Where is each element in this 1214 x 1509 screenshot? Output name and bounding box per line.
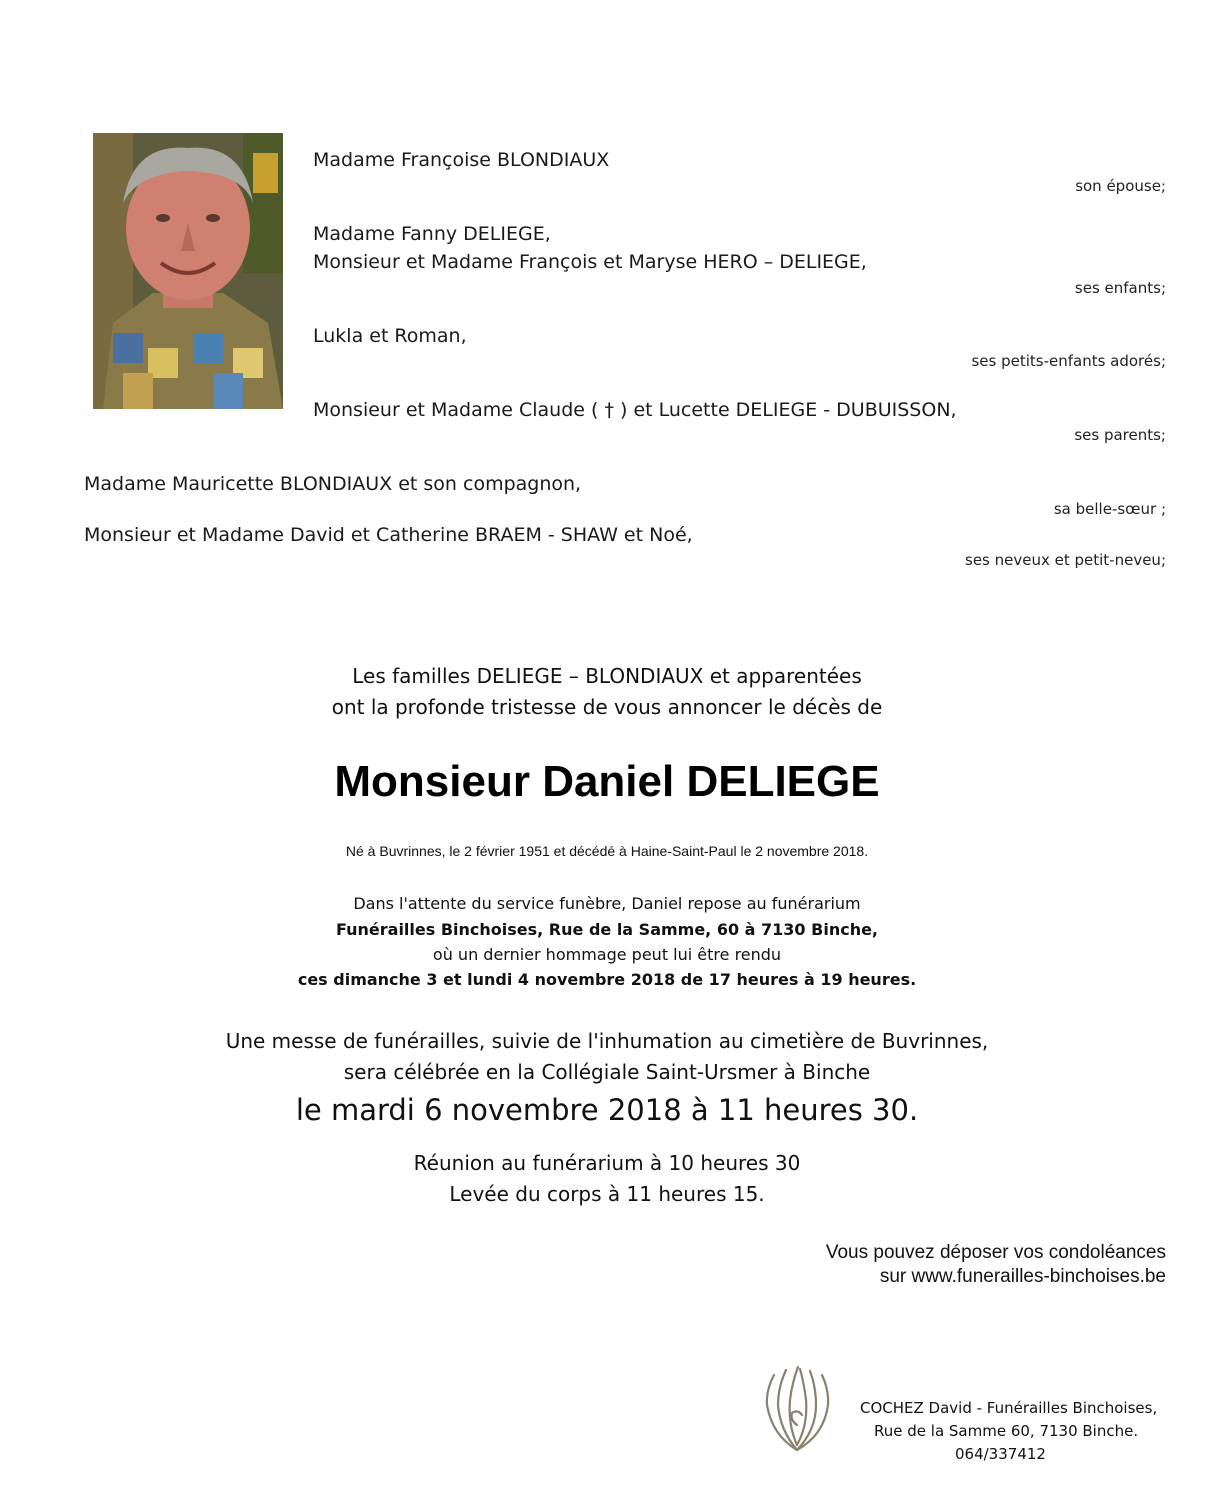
condolences-website[interactable]: sur www.funerailles-binchoises.be <box>879 1266 1166 1287</box>
family-name-2: Madame Fanny DELIEGE, <box>313 223 551 245</box>
family-name-6: Madame Mauricette BLONDIAUX et son compagnon, <box>84 473 582 495</box>
departure-time: Levée du corps à 11 heures 15. <box>449 1182 765 1206</box>
funerarium-line-3: où un dernier hommage peut lui être rendu <box>432 945 782 964</box>
funerarium-line-1: Dans l'attente du service funèbre, Daniel repose au funérarium <box>353 894 861 913</box>
deceased-photo <box>93 133 283 409</box>
family-name-5: Monsieur et Madame Claude ( † ) et Lucette DELIEGE - DUBUISSON, <box>313 399 957 421</box>
phoenix-logo-icon <box>752 1365 842 1455</box>
family-name-3: Monsieur et Madame François et Maryse HERO – DELIEGE, <box>313 251 867 273</box>
footer-line-1: COCHEZ David - Funérailles Binchoises, <box>860 1399 1158 1417</box>
family-name-7: Monsieur et Madame David et Catherine BRAEM - SHAW et Noé, <box>84 524 693 546</box>
mass-line-2: sera célébrée en la Collégiale Saint-Ursmer à Binche <box>343 1060 871 1084</box>
meeting-time: Réunion au funérarium à 10 heures 30 <box>413 1151 801 1175</box>
relation-spouse: son épouse; <box>1075 177 1166 195</box>
footer-phone: 064/337412 <box>955 1445 1046 1463</box>
relation-children: ses enfants; <box>1074 279 1166 297</box>
relation-parents: ses parents; <box>1074 426 1166 444</box>
funerarium-dates: ces dimanche 3 et lundi 4 novembre 2018 de 17 heures à 19 heures. <box>297 970 917 989</box>
funerarium-address: Funérailles Binchoises, Rue de la Samme, 60 à 7130 Binche, <box>335 920 879 939</box>
family-name-4: Lukla et Roman, <box>313 325 467 347</box>
announcement-line-2: ont la profonde tristesse de vous annoncer le décès de <box>331 695 883 719</box>
relation-sister-in-law: sa belle-sœur ; <box>1053 500 1166 518</box>
portrait-image <box>93 133 283 409</box>
announcement-line-1: Les familles DELIEGE – BLONDIAUX et apparentées <box>352 664 862 688</box>
condolences-line-1: Vous pouvez déposer vos condoléances <box>825 1242 1166 1263</box>
relation-nephews: ses neveux et petit-neveu; <box>965 551 1166 569</box>
mass-line-1: Une messe de funérailles, suivie de l'inhumation au cimetière de Buvrinnes, <box>225 1029 989 1053</box>
family-name-1: Madame Françoise BLONDIAUX <box>313 149 610 171</box>
mass-date: le mardi 6 novembre 2018 à 11 heures 30. <box>295 1093 919 1127</box>
relation-grandchildren: ses petits-enfants adorés; <box>971 352 1166 370</box>
deceased-name: Monsieur Daniel DELIEGE <box>334 757 880 806</box>
birth-death-dates: Né à Buvrinnes, le 2 février 1951 et décédé à Haine-Saint-Paul le 2 novembre 2018. <box>345 843 869 859</box>
footer-line-2: Rue de la Samme 60, 7130 Binche. <box>874 1422 1139 1440</box>
